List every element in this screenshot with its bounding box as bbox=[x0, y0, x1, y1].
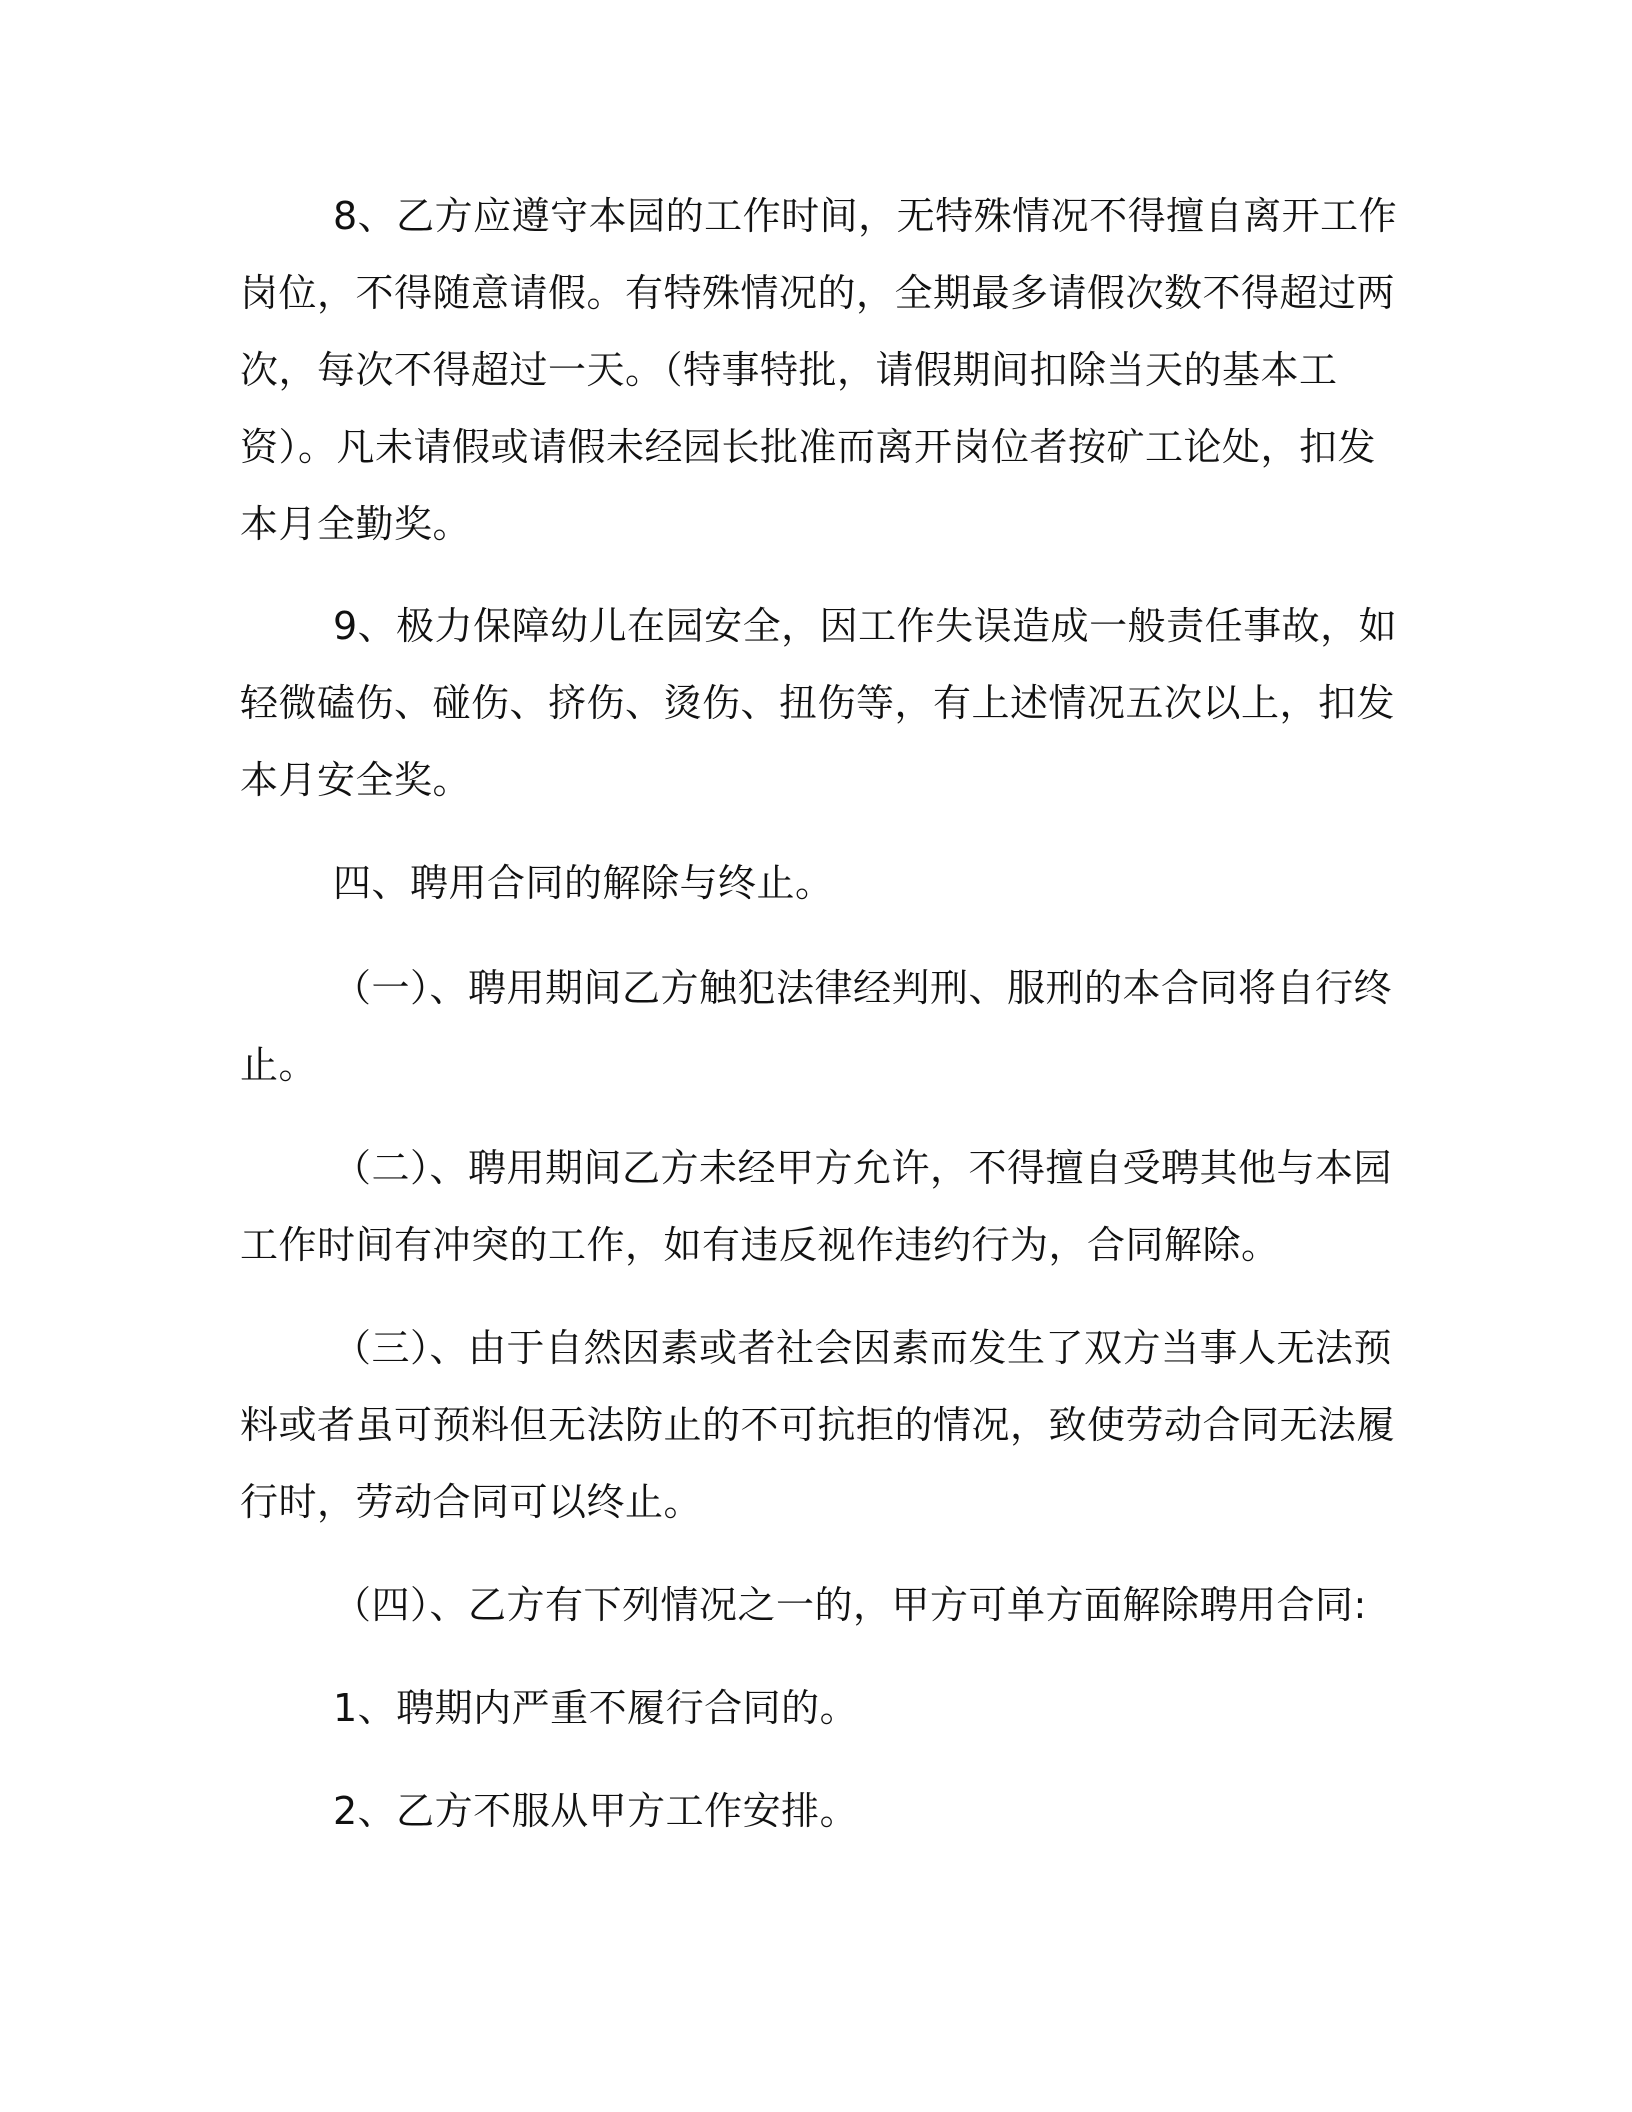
clause-8-paragraph bbox=[240, 178, 1397, 563]
section-4-item-1-paragraph bbox=[240, 950, 1392, 1104]
section-4-item-4-2-line-1: 2、乙方不服从甲方工作安排。 bbox=[333, 1789, 859, 1833]
clause-9-paragraph bbox=[240, 588, 1397, 819]
section-4-heading-text: 四、聘用合同的解除与终止。 bbox=[333, 861, 834, 905]
clause-9-line-2: 轻微磕伤、碰伤、挤伤、烫伤、扭伤等，有上述情况五次以上，扣发 bbox=[240, 681, 1396, 725]
section-4-item-3-line-3: 行时，劳动合同可以终止。 bbox=[240, 1480, 703, 1524]
section-4-heading bbox=[240, 845, 834, 922]
clause-8-line-2: 岗位，不得随意请假。有特殊情况的，全期最多请假次数不得超过两 bbox=[240, 271, 1396, 315]
clause-8-line-4: 资）。凡未请假或请假未经园长批准而离开岗位者按矿工论处，扣发 bbox=[240, 425, 1377, 469]
section-4-item-1-line-2: 止。 bbox=[240, 1043, 318, 1087]
section-4-item-1-line-1: （一）、聘用期间乙方触犯法律经判刑、服刑的本合同将自行终 bbox=[333, 966, 1393, 1010]
section-4-item-4-paragraph bbox=[240, 1567, 1367, 1644]
section-4-item-3-line-2: 料或者虽可预料但无法防止的不可抗拒的情况，致使劳动合同无法履 bbox=[240, 1403, 1396, 1447]
section-4-item-4-1-line-1: 1、聘期内严重不履行合同的。 bbox=[333, 1686, 859, 1730]
section-4-item-3-paragraph bbox=[240, 1310, 1395, 1541]
section-4-item-3-line-1: （三）、由于自然因素或者社会因素而发生了双方当事人无法预 bbox=[333, 1326, 1393, 1370]
section-4-item-2-line-2: 工作时间有冲突的工作，如有违反视作违约行为，合同解除。 bbox=[240, 1223, 1280, 1267]
clause-9-line-1: 9、极力保障幼儿在园安全，因工作失误造成一般责任事故，如 bbox=[333, 604, 1398, 648]
clause-8-line-5: 本月全勤奖。 bbox=[240, 502, 472, 546]
section-4-item-2-line-1: （二）、聘用期间乙方未经甲方允许，不得擅自受聘其他与本园 bbox=[333, 1146, 1393, 1190]
section-4-item-4-1-paragraph bbox=[240, 1670, 858, 1747]
section-4-item-2-paragraph bbox=[240, 1130, 1392, 1284]
clause-8-line-1: 8、乙方应遵守本园的工作时间，无特殊情况不得擅自离开工作 bbox=[333, 194, 1398, 238]
clause-9-line-3: 本月安全奖。 bbox=[240, 758, 472, 802]
clause-8-line-3: 次，每次不得超过一天。（特事特批，请假期间扣除当天的基本工 bbox=[240, 348, 1338, 392]
section-4-item-4-2-paragraph bbox=[240, 1773, 858, 1850]
section-4-item-4-line-1: （四）、乙方有下列情况之一的，甲方可单方面解除聘用合同: bbox=[333, 1583, 1367, 1627]
